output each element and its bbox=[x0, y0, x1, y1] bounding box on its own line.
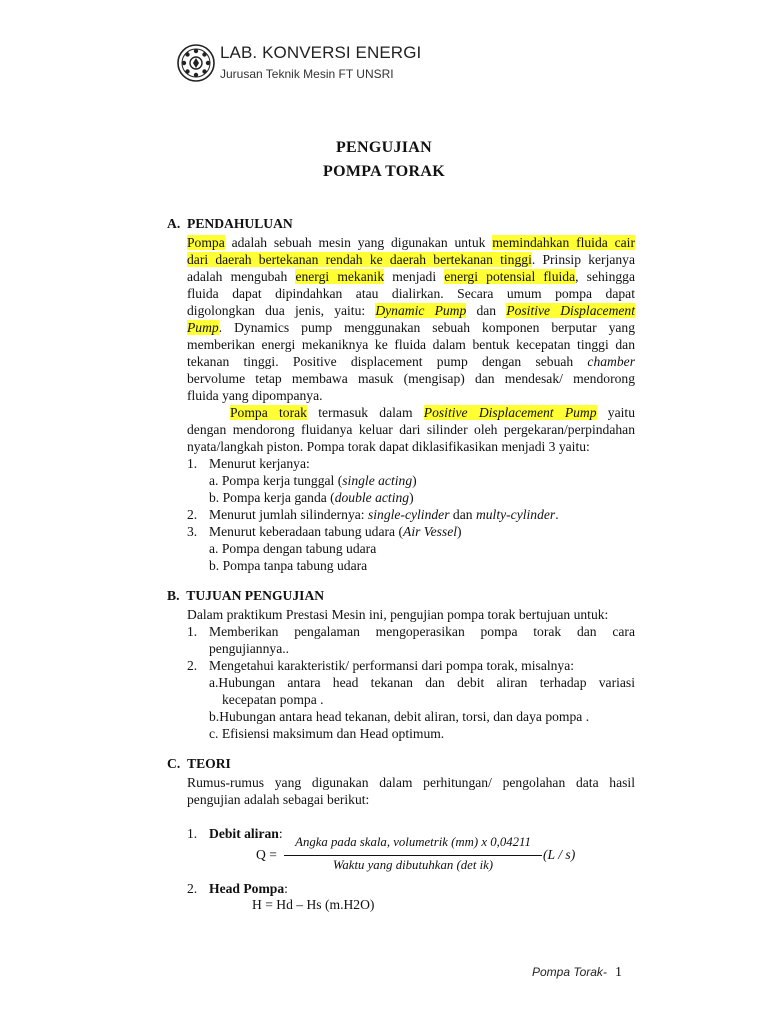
list-item: Menurut jumlah silindernya: single-cylinder dan multy-cylinder. bbox=[209, 507, 559, 522]
paragraph-line: fluida yang dipompanya. bbox=[187, 388, 323, 403]
fraction-numerator: Angka pada skala, volumetrik (mm) x 0,04211 bbox=[295, 835, 531, 849]
paragraph-line: Rumus-rumus yang digunakan dalam perhitungan/ pengolahan data hasil bbox=[187, 775, 635, 790]
section-a-heading bbox=[167, 216, 293, 232]
paragraph-line: fluida dapat dipindahkan atau dialirkan. Secara umum pompa dapat bbox=[187, 286, 635, 301]
paragraph-line: dengan mendorong fluidanya keluar dari silinder oleh pergekaran/perpindahan bbox=[187, 422, 635, 437]
sub-list-item: kecepatan pompa . bbox=[222, 692, 324, 707]
list-item: Menurut keberadaan tabung udara (Air Vessel) bbox=[209, 524, 462, 539]
paragraph-line: Dalam praktikum Prestasi Mesin ini, pengujian pompa torak bertujuan untuk: bbox=[187, 607, 609, 622]
document-title-line2: POMPA TORAK bbox=[323, 163, 445, 180]
formula-unit: (L / s) bbox=[543, 847, 576, 862]
formula-label: Debit aliran: bbox=[209, 826, 283, 841]
formula-label: Head Pompa: bbox=[209, 881, 288, 896]
university-logo bbox=[176, 43, 216, 83]
paragraph-line: Pompa adalah sebuah mesin yang digunakan untuk memindahkan fluida cair bbox=[187, 235, 635, 250]
sub-list-item: b. Pompa kerja ganda (double acting) bbox=[209, 490, 414, 505]
sub-list-item: c. Efisiensi maksimum dan Head optimum. bbox=[209, 726, 445, 741]
fraction-denominator: Waktu yang dibutuhkan (det ik) bbox=[332, 858, 494, 872]
list-number: 2. bbox=[187, 881, 198, 896]
section-letter: A. bbox=[167, 216, 181, 231]
list-number: 2. bbox=[187, 507, 198, 522]
paragraph-line: tekanan tinggi. Positive displacement pump dengan sebuah chamber bbox=[187, 354, 635, 369]
sub-list-item: b. Pompa tanpa tabung udara bbox=[209, 558, 368, 573]
page-number: 1 bbox=[614, 965, 622, 980]
lab-header bbox=[176, 40, 576, 86]
list-item: pengujiannya.. bbox=[209, 641, 290, 656]
list-number: 1. bbox=[187, 456, 198, 471]
paragraph-line: nyata/langkah piston. Pompa torak dapat diklasifikasikan menjadi 3 yaitu: bbox=[187, 439, 590, 454]
document-title-line1: PENGUJIAN bbox=[335, 139, 433, 156]
list-number: 2. bbox=[187, 658, 198, 673]
list-item: Mengetahui karakteristik/ performansi dari pompa torak, misalnya: bbox=[209, 658, 575, 673]
section-title: TUJUAN PENGUJIAN bbox=[186, 588, 325, 603]
list-number: 1. bbox=[187, 624, 198, 639]
sub-list-item: a. Pompa kerja tunggal (single acting) bbox=[209, 473, 417, 488]
list-item: Memberikan pengalaman mengoperasikan pompa torak dan cara bbox=[209, 624, 635, 639]
fraction-bar bbox=[284, 855, 542, 856]
paragraph-line: bervolume tetap membawa masuk (mengisap) dan mendesak/ mendorong bbox=[187, 371, 635, 386]
section-letter: B. bbox=[167, 588, 180, 603]
head-formula: H = Hd – Hs (m.H2O) bbox=[252, 897, 375, 912]
lab-name: LAB. KONVERSI ENERGI bbox=[220, 43, 422, 62]
footer-doc-name: Pompa Torak- bbox=[532, 965, 607, 979]
paragraph-line: adalah mengubah energi mekanik menjadi energi potensial fluida, sehingga bbox=[187, 269, 635, 284]
department-name: Jurusan Teknik Mesin FT UNSRI bbox=[220, 67, 394, 81]
list-item: Menurut kerjanya: bbox=[209, 456, 310, 471]
section-letter: C. bbox=[167, 756, 181, 771]
paragraph-line: memberikan energi mekaniknya ke fluida dalam bentuk kecepatan tinggi dan bbox=[187, 337, 635, 352]
section-title: TEORI bbox=[187, 756, 231, 771]
section-title: PENDAHULUAN bbox=[187, 216, 293, 231]
paragraph-line: dari daerah bertekanan rendah ke daerah bertekanan tinggi. Prinsip kerjanya bbox=[187, 252, 636, 267]
paragraph-line: digolongkan dua jenis, yaitu: Dynamic Pump dan Positive Displacement bbox=[187, 303, 635, 318]
section-b-heading bbox=[167, 588, 324, 604]
list-number: 3. bbox=[187, 524, 198, 539]
formula-lhs: Q = bbox=[256, 847, 277, 862]
sub-list-item: a. Pompa dengan tabung udara bbox=[209, 541, 377, 556]
page-footer bbox=[532, 964, 622, 981]
paragraph-line: Pompa torak termasuk dalam Positive Displacement Pump yaitu bbox=[230, 405, 635, 420]
paragraph-line: Pump. Dynamics pump menggunakan sebuah komponen berputar yang bbox=[187, 320, 635, 335]
paragraph-line: pengujian adalah sebagai berikut: bbox=[187, 792, 370, 807]
sub-list-item: b.Hubungan antara head tekanan, debit aliran, torsi, dan daya pompa . bbox=[209, 709, 590, 724]
sub-list-item: a.Hubungan antara head tekanan dan debit aliran terhadap variasi bbox=[209, 675, 635, 690]
section-c-heading bbox=[167, 756, 231, 772]
list-number: 1. bbox=[187, 826, 198, 841]
